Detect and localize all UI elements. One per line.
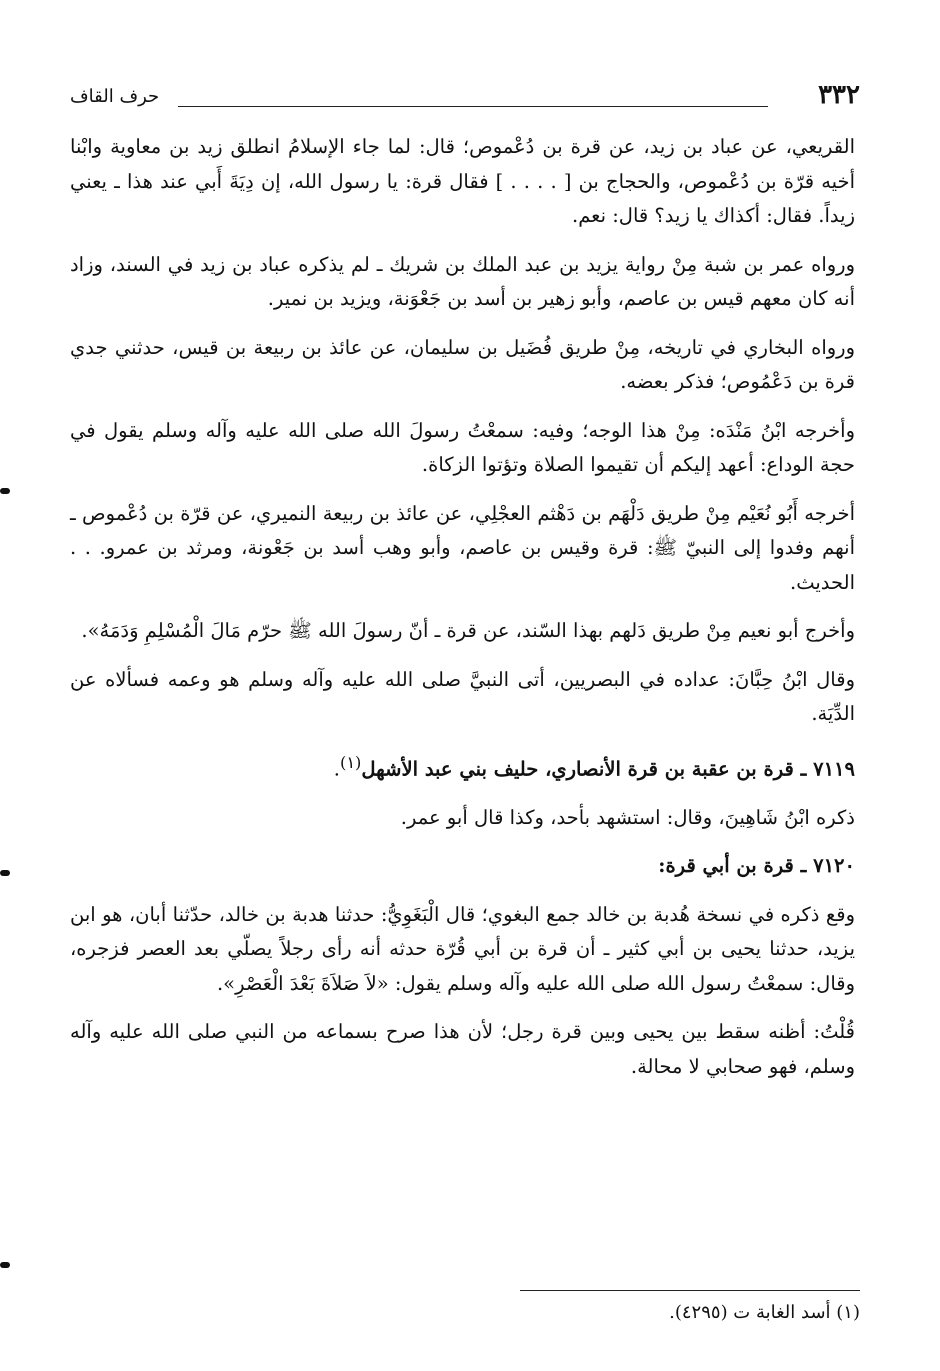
footnote-ref: (١) [339,752,362,772]
scan-edge-mark [0,1262,10,1268]
entry-7120-heading: ٧١٢٠ ـ قرة بن أبي قرة: [658,854,855,877]
paragraph: ورواه البخاري في تاريخه، مِنْ طريق فُضَيل بن سليمان، عن عائذ بن ربيعة بن قيس، حدثني جدي قرة بن دَعْمُوص؛ فذكر بعضه. [70,335,855,393]
running-title: حرف القاف [70,86,160,107]
paragraph: وأخرجه ابْنُ مَنْدَه: مِنْ هذا الوجه؛ وفيه: سمعْتُ رسولَ الله صلى الله عليه وآله وسلم يقول في حجة الوداع: أعهد إليكم أن تقيموا الصلاة وتؤتوا الزكاة. [70,418,855,476]
paragraph: ورواه عمر بن شبة مِنْ رواية يزيد بن عبد الملك بن شريك ـ لم يذكره عباد بن زيد في السند، وزاد أنه كان معهم قيس بن عاصم، وأبو زهير بن أسد بن جَعْوَنة، ويزيد بن نمير. [70,252,855,310]
scan-edge-mark [0,870,10,876]
header-rule [178,106,768,107]
footnote-rule [520,1290,860,1291]
footnote: (١) أسد الغابة ت (٤٢٩٥). [669,1302,860,1323]
page-number: ٣٣٢ [818,80,860,110]
scan-edge-mark [0,488,10,494]
paragraph: قُلْتُ: أظنه سقط بين يحيى وبين قرة رجل؛ لأن هذا صرح بسماعه من النبي صلى الله عليه وآله وسلم، فهو صحابي لا محالة. [70,1020,855,1078]
paragraph: وقال ابْنُ حِبَّانَ: عداده في البصريين، أتى النبيَّ صلى الله عليه وآله وسلم هو وعمه فسألاه عن الدِّيَة. [70,667,855,725]
entry-heading: ٧١١٩ ـ قرة بن عقبة بن قرة الأنصاري، حليف بني عبد الأشهل [361,757,855,780]
entry-7119-text: ذكره ابْنُ شَاهِينَ، وقال: استشهد بأحد، وكذا قال أبو عمر. [400,805,855,829]
paragraph: وأخرج أبو نعيم مِنْ طريق دَلهم بهذا السّند، عن قرة ـ أنّ رسولَ الله ﷺ حرّم مَالَ الْمُسْلِمِ وَدَمَهُ». [81,619,855,642]
paragraph: أخرجه أَبُو نُعَيْم مِنْ طريق دَلْهَم بن دَهْثم العجْلِي، عن عائذ بن ربيعة النميري، عن قرّة بن دُعْموص ـ أنهم وفدوا إلى النبيّ ﷺ: قرة وقيس بن عاصم، وأبو وهب أسد بن جَعْونة، ومرثد بن عمرو. . . الحديث. [70,501,855,594]
page-header [70,80,860,120]
main-text [70,130,855,1098]
paragraph: وقع ذكره في نسخة هُدبة بن خالد جمع البغوي؛ قال الْبَغَوِيُّ: حدثنا هدبة بن خالد، حدّثنا أبان، هو ابن يزيد، حدثنا يحيى بن أبي كثير ـ أن قرة بن أبي قُرّة حدثه أنه رأى رجلاً يصلّي بعد العصر فزجره، وقال: سمعْتُ رسول الله صلى الله عليه وآله وسلم يقول: «لاَ صَلاَةَ بَعْدَ الْعَصْرِ». [70,902,855,995]
entry-7119-heading: ٧١١٩ ـ قرة بن عقبة بن قرة الأنصاري، حليف بني عبد الأشهل$^{(١)}$. [333,752,855,780]
paragraph: القريعي، عن عباد بن زيد، عن قرة بن دُعْموص؛ قال: لما جاء الإسلامُ انطلق زيد بن معاوية وابْنا أخيه قرّة بن دُعْموص، والحجاج بن [ . . . . ] فقال قرة: يا رسول الله، إن دِيَةَ أَبي عند هذا ـ يعني زيداً. فقال: أكذاك يا زيد؟ قال: نعم. [70,135,855,227]
